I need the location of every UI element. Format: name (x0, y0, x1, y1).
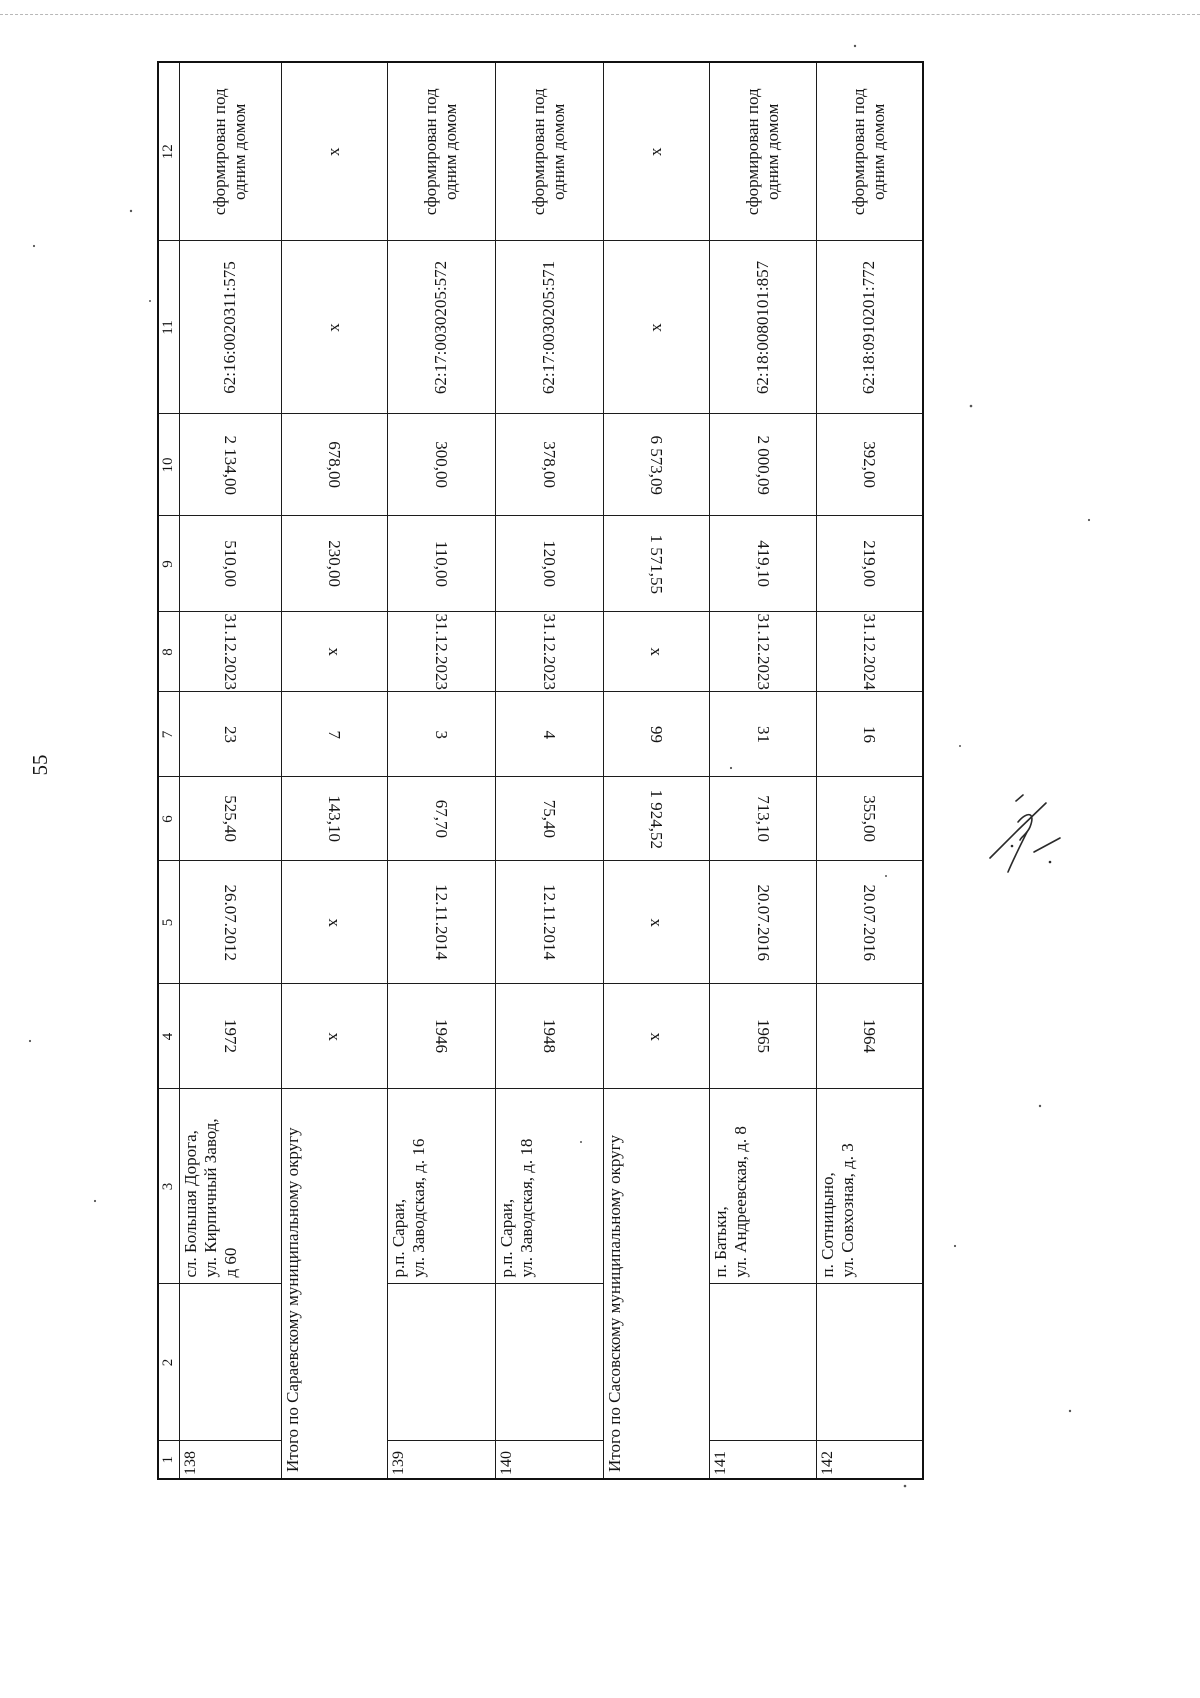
row-number: 138 (179, 1441, 281, 1479)
cell-col-8 (387, 612, 495, 692)
cell-col-4 (495, 984, 603, 1089)
cell-col-10 (709, 414, 816, 516)
col-5-value: 26.07.2012 (221, 884, 240, 961)
cadastral-number-cell: x (281, 241, 387, 414)
column-number: 7 (158, 692, 179, 777)
col-9-value: 110,00 (432, 540, 451, 588)
cadastral-number-cell: 62:17:0030205:571 (495, 241, 603, 414)
column-number: 3 (158, 1089, 179, 1284)
address-cell: р.п. Сараи, ул. Заводская, д. 16 (387, 1089, 495, 1284)
cell-col-2 (709, 1284, 816, 1441)
cell-col-9 (495, 516, 603, 612)
scan-speck (33, 245, 35, 247)
col-5-value: x (325, 918, 344, 927)
col-8-value: 31.12.2023 (753, 613, 773, 691)
cell-col-7 (603, 692, 709, 777)
col-10-value: 2 134,00 (221, 435, 240, 495)
cell-col-4 (709, 984, 816, 1089)
scan-speck (854, 45, 856, 47)
cell-col-8 (179, 612, 281, 692)
note-cell: x (281, 62, 387, 241)
col-4-value: 1946 (432, 1019, 451, 1054)
total-label: Итого по Сараевскому муниципальному округу (281, 1089, 387, 1479)
col-6-value: 525,40 (221, 795, 240, 843)
row-number: 142 (816, 1441, 923, 1479)
signature (990, 795, 1060, 872)
signature-dot (1049, 861, 1052, 864)
col-9-value: 230,00 (325, 540, 344, 588)
note-cell: сформирован под одним домом (709, 62, 816, 241)
scan-speck (149, 300, 151, 302)
table-row (387, 62, 495, 1479)
cadastral-number-cell: 62:18:0080101:857 (709, 241, 816, 414)
address-cell: р.п. Сараи, ул. Заводская, д. 18 (495, 1089, 603, 1284)
cadastral-number-cell: 62:17:0030205:572 (387, 241, 495, 414)
cell-col-7 (709, 692, 816, 777)
address-cell: п. Батьки, ул. Андреевская, д. 8 (709, 1089, 816, 1284)
cell-col-4 (179, 984, 281, 1089)
total-row (281, 62, 387, 1479)
cell-col-2 (495, 1284, 603, 1441)
column-number: 11 (158, 241, 179, 414)
col-10-value: 6 573,09 (647, 435, 666, 495)
column-number: 6 (158, 777, 179, 861)
cell-col-5 (709, 861, 816, 984)
cell-col-8 (281, 612, 387, 692)
cell-col-2 (387, 1284, 495, 1441)
cell-col-6 (179, 777, 281, 861)
cell-col-8 (603, 612, 709, 692)
col-10-value: 678,00 (325, 441, 344, 489)
scan-speck (130, 210, 132, 212)
scan-edge-line (0, 14, 1200, 15)
cell-col-6 (816, 777, 923, 861)
cell-col-5 (281, 861, 387, 984)
cell-col-9 (179, 516, 281, 612)
col-4-value: 1965 (753, 1019, 773, 1054)
total-row (603, 62, 709, 1479)
scan-speck (904, 1485, 907, 1488)
column-number: 10 (158, 414, 179, 516)
col-5-value: x (647, 918, 666, 927)
cell-col-8 (816, 612, 923, 692)
note-cell: сформирован под одним домом (816, 62, 923, 241)
cell-col-9 (387, 516, 495, 612)
signature-stroke (990, 803, 1046, 858)
col-9-value: 419,10 (753, 540, 773, 588)
col-7-value: 4 (540, 730, 559, 739)
cell-col-9 (281, 516, 387, 612)
cell-col-10 (603, 414, 709, 516)
address-cell: сл. Большая Дорога, ул. Кирпичный Завод, д 60 (179, 1089, 281, 1284)
cell-col-5 (495, 861, 603, 984)
cell-col-4 (816, 984, 923, 1089)
col-8-value: 31.12.2024 (860, 613, 880, 691)
col-10-value: 2 000,09 (753, 435, 773, 495)
column-number: 4 (158, 984, 179, 1089)
col-8-value: 31.12.2023 (221, 613, 240, 691)
col-9-value: 510,00 (221, 540, 240, 588)
signature-stroke (1034, 838, 1060, 852)
cell-col-2 (816, 1284, 923, 1441)
col-4-value: 1972 (221, 1019, 240, 1054)
cell-col-10 (281, 414, 387, 516)
col-9-value: 120,00 (540, 540, 559, 588)
col-9-value: 219,00 (860, 540, 880, 588)
col-5-value: 12.11.2014 (432, 884, 451, 961)
cell-col-2 (179, 1284, 281, 1441)
col-7-value: 3 (432, 730, 451, 739)
cell-col-4 (603, 984, 709, 1089)
note-cell: x (603, 62, 709, 241)
row-number: 139 (387, 1441, 495, 1479)
col-6-value: 1 924,52 (647, 789, 666, 849)
col-7-value: 7 (325, 730, 344, 739)
col-6-value: 143,10 (325, 795, 344, 843)
column-number: 9 (158, 516, 179, 612)
scan-speck (954, 1245, 956, 1247)
col-6-value: 355,00 (860, 795, 880, 843)
scan-speck (29, 1040, 31, 1042)
signature-stroke (1008, 832, 1027, 872)
cadastral-number-cell: x (603, 241, 709, 414)
cell-col-9 (709, 516, 816, 612)
col-7-value: 23 (221, 726, 240, 743)
col-7-value: 16 (860, 726, 880, 743)
col-5-value: 20.07.2016 (860, 884, 880, 961)
col-8-value: x (325, 647, 344, 657)
scan-speck (1039, 1105, 1041, 1107)
cell-col-7 (387, 692, 495, 777)
row-number: 141 (709, 1441, 816, 1479)
cadastral-number-cell: 62:18:0910201:772 (816, 241, 923, 414)
address-cell: п. Сотницыно, ул. Совхозная, д. 3 (816, 1089, 923, 1284)
cell-col-5 (603, 861, 709, 984)
col-8-value: 31.12.2023 (540, 613, 559, 691)
cell-col-6 (709, 777, 816, 861)
cell-col-9 (603, 516, 709, 612)
table-row (816, 62, 923, 1479)
cell-col-7 (495, 692, 603, 777)
total-label: Итого по Сасовскому муниципальному округу (603, 1089, 709, 1479)
column-number: 8 (158, 612, 179, 692)
col-10-value: 378,00 (540, 441, 559, 489)
cell-col-9 (816, 516, 923, 612)
cell-col-6 (495, 777, 603, 861)
cell-col-7 (816, 692, 923, 777)
note-cell: сформирован под одним домом (179, 62, 281, 241)
cell-col-5 (387, 861, 495, 984)
col-6-value: 75,40 (540, 799, 559, 839)
scan-speck (1088, 519, 1090, 521)
col-4-value: x (647, 1032, 666, 1041)
cell-col-7 (179, 692, 281, 777)
table-row (495, 62, 603, 1479)
column-number: 5 (158, 861, 179, 984)
cell-col-5 (179, 861, 281, 984)
col-10-value: 392,00 (860, 441, 880, 489)
cell-col-7 (281, 692, 387, 777)
scan-speck (94, 1200, 96, 1202)
col-6-value: 67,70 (432, 799, 451, 839)
col-4-value: 1948 (540, 1019, 559, 1054)
cell-col-5 (816, 861, 923, 984)
col-4-value: x (325, 1032, 344, 1041)
column-number: 12 (158, 62, 179, 241)
row-number: 140 (495, 1441, 603, 1479)
cell-col-8 (709, 612, 816, 692)
column-number: 2 (158, 1284, 179, 1441)
signature-stroke (1018, 815, 1032, 840)
table-row (179, 62, 281, 1479)
column-number-row (158, 62, 179, 1479)
cadastral-number-cell: 62:16:0020311:575 (179, 241, 281, 414)
col-9-value: 1 571,55 (647, 534, 666, 594)
rotated-table-wrapper (157, 63, 922, 1480)
page-number: 55 (28, 754, 52, 776)
cell-col-10 (495, 414, 603, 516)
signature-dot (1011, 845, 1014, 848)
table-row (709, 62, 816, 1479)
cell-col-10 (179, 414, 281, 516)
col-5-value: 20.07.2016 (753, 884, 773, 961)
column-number: 1 (158, 1441, 179, 1479)
col-6-value: 713,10 (753, 795, 773, 843)
cell-col-6 (603, 777, 709, 861)
cell-col-4 (281, 984, 387, 1089)
cell-col-8 (495, 612, 603, 692)
cell-col-10 (816, 414, 923, 516)
scan-speck (1069, 1410, 1071, 1412)
signature-stroke (1016, 795, 1023, 801)
col-7-value: 31 (753, 726, 773, 743)
col-8-value: 31.12.2023 (432, 613, 451, 691)
scan-speck (970, 405, 973, 408)
cell-col-4 (387, 984, 495, 1089)
note-cell: сформирован под одним домом (495, 62, 603, 241)
col-10-value: 300,00 (432, 441, 451, 489)
col-4-value: 1964 (860, 1019, 880, 1054)
col-8-value: x (647, 647, 666, 657)
col-5-value: 12.11.2014 (540, 884, 559, 961)
scan-speck (959, 745, 961, 747)
note-cell: сформирован под одним домом (387, 62, 495, 241)
cell-col-6 (281, 777, 387, 861)
data-table (157, 61, 924, 1480)
cell-col-10 (387, 414, 495, 516)
cell-col-6 (387, 777, 495, 861)
col-7-value: 99 (647, 726, 666, 743)
